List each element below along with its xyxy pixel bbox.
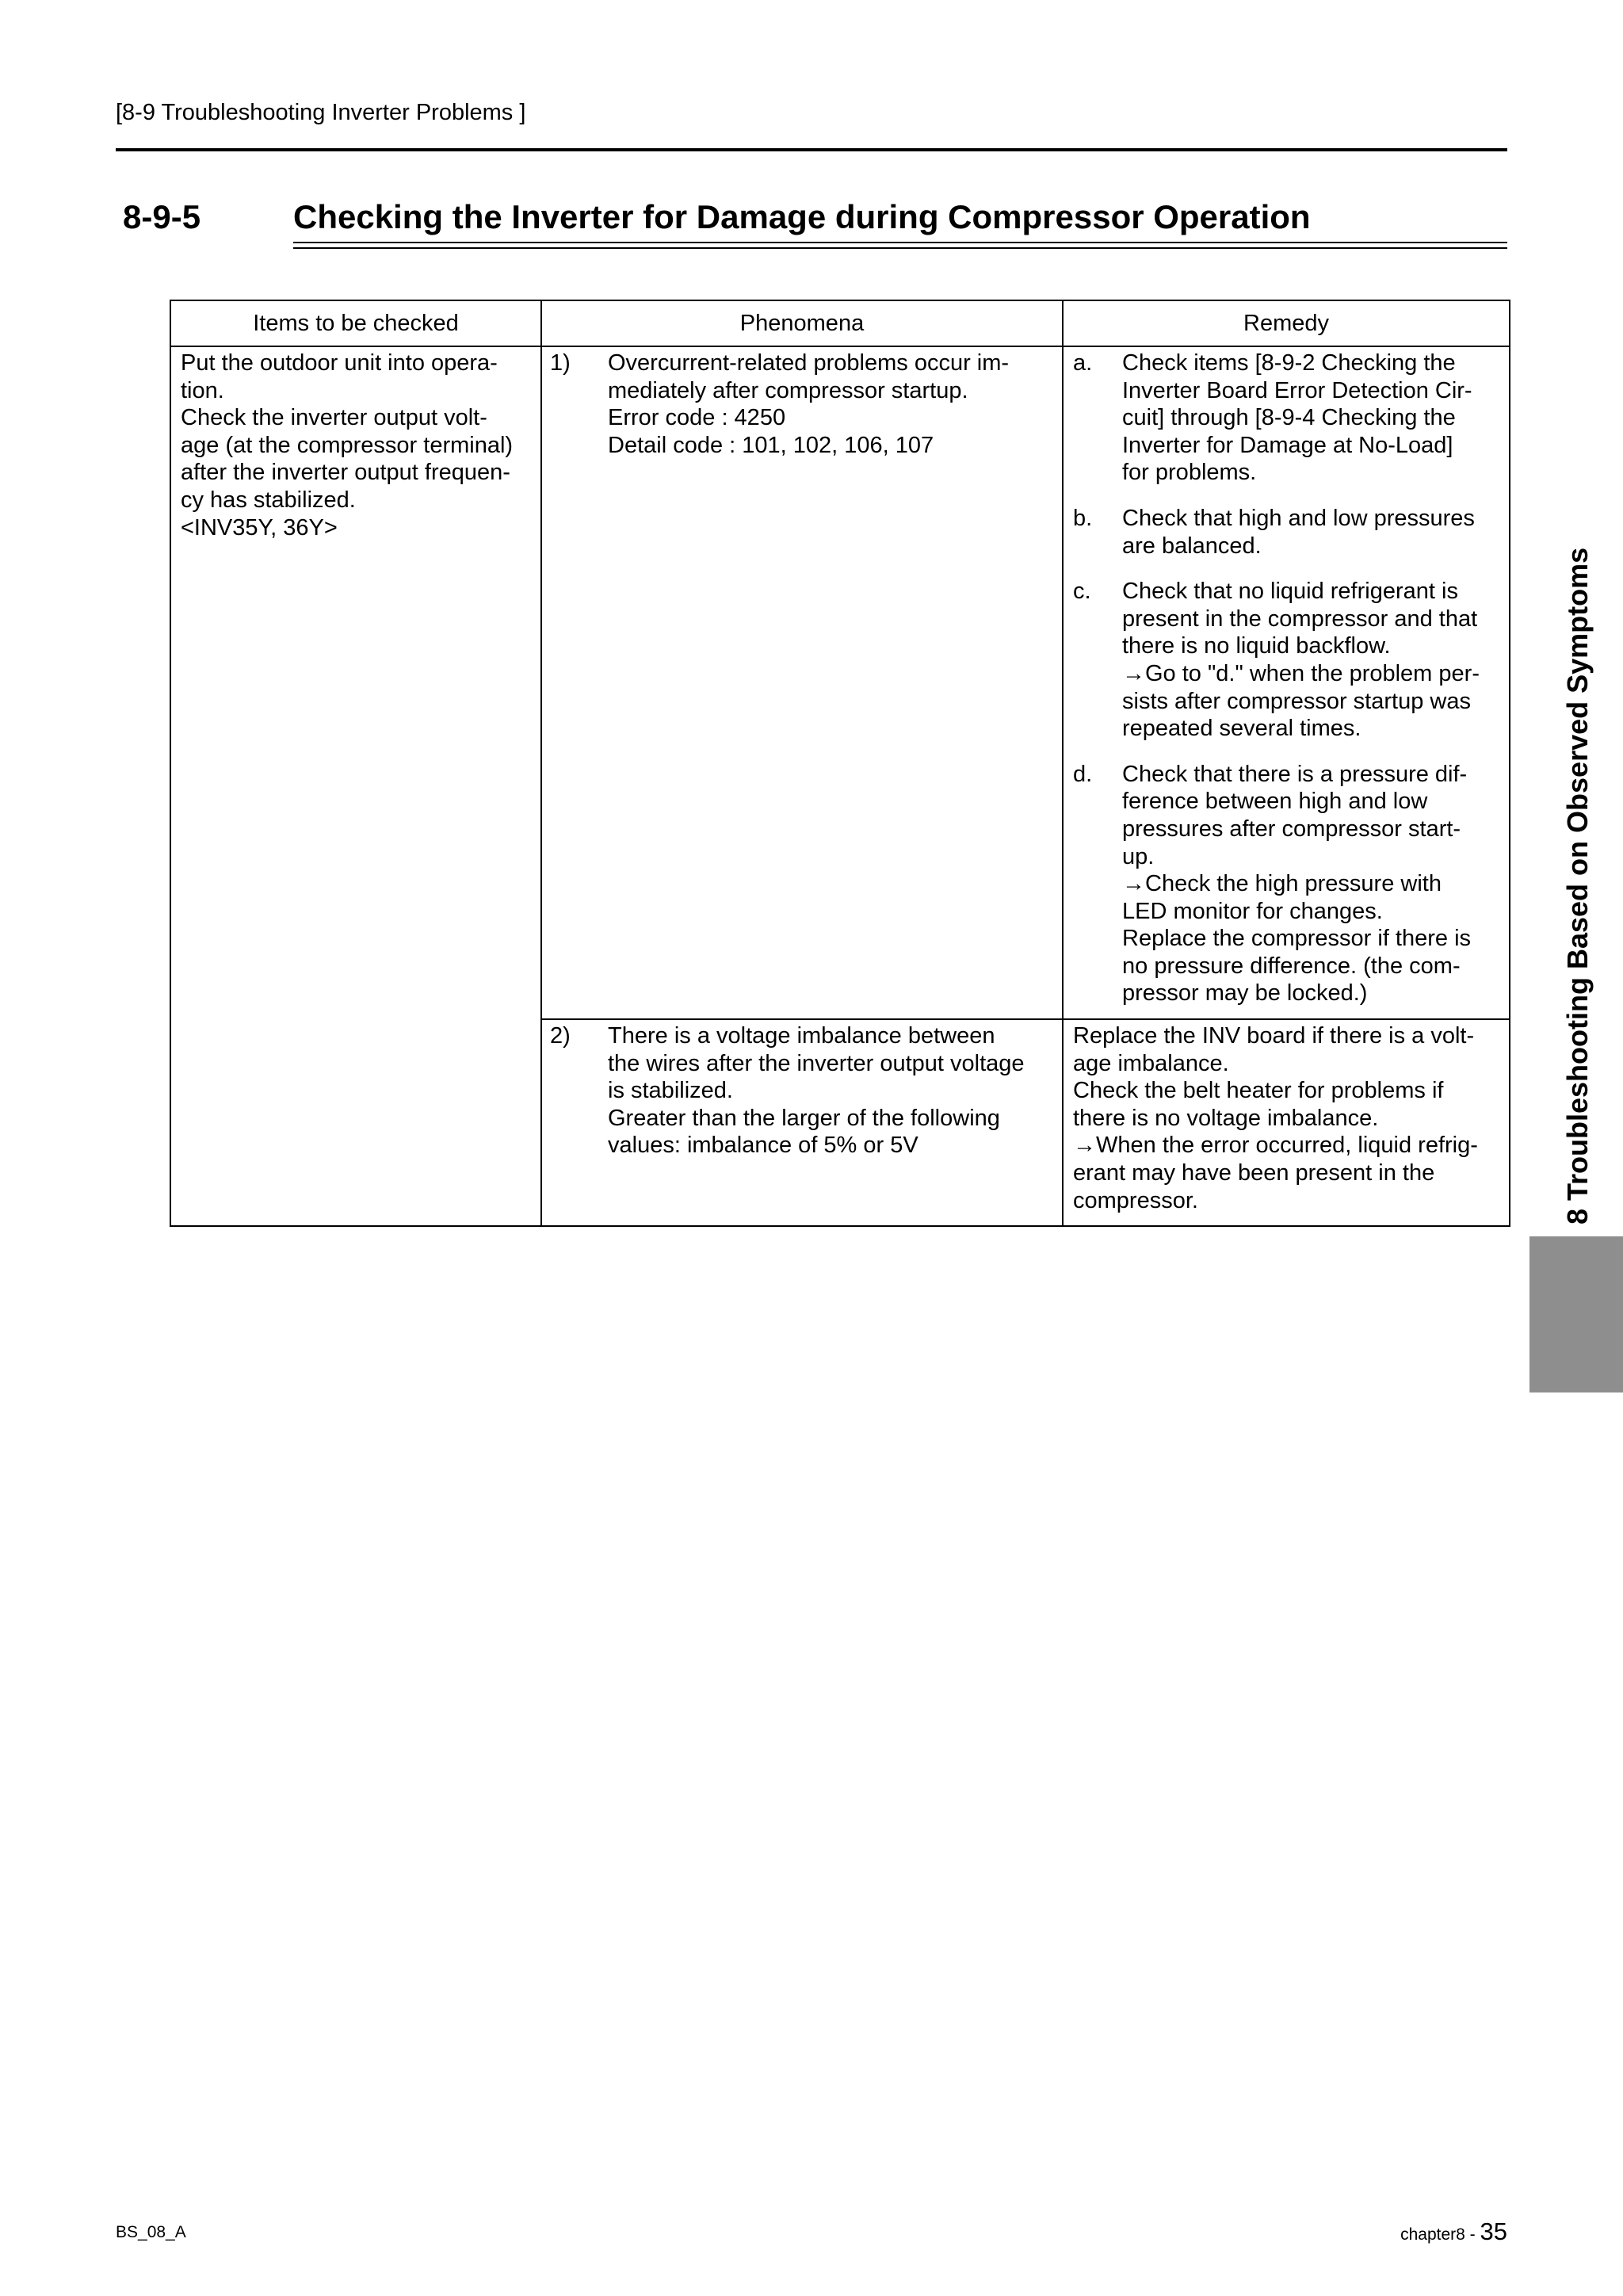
phenomena-line: Detail code : 101, 102, 106, 107: [608, 432, 934, 458]
header-rule: [116, 148, 1507, 151]
items-line: after the inverter output frequen-: [181, 460, 510, 486]
running-header: [8-9 Troubleshooting Inverter Problems ]: [116, 100, 526, 125]
footer-chapter-label: chapter8 -: [1400, 2225, 1480, 2244]
remedy-line: Replace the INV board if there is a volt-: [1073, 1023, 1475, 1049]
table-header-row: [170, 300, 1510, 346]
phenomena-number: 2): [550, 1023, 571, 1049]
remedy-label: d.: [1073, 761, 1093, 787]
remedy-line: →When the error occurred, liquid refrig-: [1073, 1133, 1478, 1159]
remedy-line: sists after compressor startup was: [1122, 688, 1471, 714]
remedy-line: Check items [8-9-2 Checking the: [1122, 350, 1456, 376]
items-line: Check the inverter output volt-: [181, 405, 487, 431]
phenomena-line: values: imbalance of 5% or 5V: [608, 1133, 918, 1159]
phenomena-line: There is a voltage imbalance between: [608, 1023, 995, 1049]
remedy-label: a.: [1073, 350, 1093, 376]
page-number: 35: [1480, 2218, 1507, 2245]
phenomena-number: 1): [550, 350, 571, 376]
remedy-line: are balanced.: [1122, 533, 1262, 559]
remedy-line: Check that no liquid refrigerant is: [1122, 579, 1458, 605]
remedy-line: up.: [1122, 843, 1155, 869]
phenomena-line: Greater than the larger of the following: [608, 1105, 1000, 1131]
title-underline-top: [293, 242, 1507, 243]
footer-page-label: [1400, 2218, 1507, 2246]
column-header-remedy: Remedy: [1063, 300, 1510, 346]
remedy-item-a: [1073, 350, 1503, 487]
remedy-line: pressures after compressor start-: [1122, 816, 1461, 842]
remedy-line: compressor.: [1073, 1187, 1198, 1213]
remedy-item-c: [1073, 578, 1503, 743]
items-line: <INV35Y, 36Y>: [181, 514, 338, 541]
remedy-line: no pressure difference. (the com-: [1122, 953, 1461, 979]
remedy-label: b.: [1073, 505, 1093, 531]
remedy-item-b: [1073, 505, 1503, 560]
remedy-line: Inverter for Damage at No-Load]: [1122, 432, 1453, 458]
items-to-check-cell: [170, 346, 541, 1226]
phenomena-line: Error code : 4250: [608, 405, 786, 431]
remedy-line: Inverter Board Error Detection Cir-: [1122, 377, 1472, 403]
remedy-line: LED monitor for changes.: [1122, 898, 1383, 924]
phenomena-line: Overcurrent-related problems occur im-: [608, 350, 1010, 376]
remedy-label: c.: [1073, 579, 1091, 605]
remedy-line: erant may have been present in the: [1073, 1160, 1435, 1186]
phenomena-line: mediately after compressor startup.: [608, 377, 968, 403]
title-underline-bottom: [293, 247, 1507, 249]
troubleshooting-table: [170, 300, 1510, 1227]
remedy-line: pressor may be locked.): [1122, 980, 1368, 1007]
remedy-line: →Go to "d." when the problem per-: [1122, 660, 1480, 686]
footer-doc-code: BS_08_A: [116, 2223, 186, 2241]
remedy-line: there is no voltage imbalance.: [1073, 1105, 1379, 1131]
phenomena-cell-2: [541, 1019, 1063, 1226]
items-line: Put the outdoor unit into opera-: [181, 350, 498, 376]
items-line: cy has stabilized.: [181, 487, 356, 513]
phenomena-line: is stabilized.: [608, 1078, 733, 1104]
section-title: Checking the Inverter for Damage during Compressor Operation: [293, 198, 1311, 235]
phenomena-cell-1: [541, 346, 1063, 1019]
column-header-phenomena: Phenomena: [541, 300, 1063, 346]
items-line: tion.: [181, 377, 224, 403]
remedy-line: ference between high and low: [1122, 789, 1428, 815]
remedy-line: repeated several times.: [1122, 716, 1361, 742]
remedy-line: present in the compressor and that: [1122, 606, 1478, 632]
chapter-side-tab-block: [1529, 1236, 1623, 1392]
remedy-item-d: [1073, 761, 1503, 1007]
phenomena-line: the wires after the inverter output voltage: [608, 1050, 1025, 1076]
table-row: [170, 346, 1510, 1019]
remedy-line: Check the belt heater for problems if: [1073, 1078, 1444, 1104]
remedy-line: there is no liquid backflow.: [1122, 633, 1391, 659]
remedy-line: Check that high and low pressures: [1122, 505, 1475, 531]
remedy-line: age imbalance.: [1073, 1050, 1229, 1076]
section-number: 8-9-5: [123, 198, 201, 235]
items-line: age (at the compressor terminal): [181, 432, 514, 458]
remedy-line: Check that there is a pressure dif-: [1122, 761, 1468, 787]
remedy-cell-2: [1063, 1019, 1510, 1226]
remedy-line: Replace the compressor if there is: [1122, 926, 1472, 952]
remedy-line: →Check the high pressure with: [1122, 871, 1442, 897]
chapter-side-tab-label: 8 Troubleshooting Based on Observed Symptoms: [1561, 547, 1594, 1224]
remedy-line: cuit] through [8-9-4 Checking the: [1122, 405, 1456, 431]
remedy-cell-1: [1063, 346, 1510, 1019]
column-header-items: Items to be checked: [170, 300, 541, 346]
remedy-line: for problems.: [1122, 460, 1257, 486]
